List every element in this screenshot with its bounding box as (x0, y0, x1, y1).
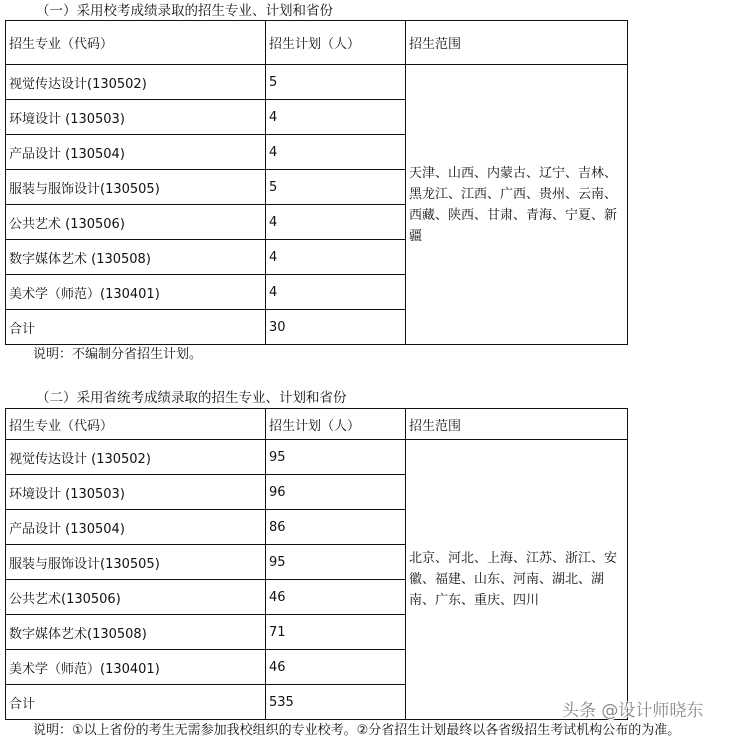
major-cell: 数字媒体艺术(130508) (6, 615, 266, 650)
header-plan: 招生计划（人） (266, 409, 406, 440)
major-cell: 公共艺术(130506) (6, 580, 266, 615)
major-cell: 公共艺术 (130506) (6, 205, 266, 240)
plan-cell: 4 (266, 100, 406, 135)
plan-cell: 4 (266, 205, 406, 240)
header-major: 招生专业（代码） (6, 409, 266, 440)
scope-cell: 天津、山西、内蒙古、辽宁、吉林、黑龙江、江西、广西、贵州、云南、西藏、陕西、甘肃、青海、宁夏、新疆 (406, 65, 628, 345)
plan-cell: 46 (266, 580, 406, 615)
major-cell: 服装与服饰设计(130505) (6, 545, 266, 580)
table-row (6, 65, 628, 100)
table-row (6, 440, 628, 475)
plan-cell: 5 (266, 65, 406, 100)
enrollment-table-school-exam (5, 20, 628, 345)
plan-cell: 5 (266, 170, 406, 205)
major-cell: 美术学（师范）(130401) (6, 650, 266, 685)
plan-cell: 95 (266, 440, 406, 475)
plan-cell: 4 (266, 135, 406, 170)
plan-cell: 46 (266, 650, 406, 685)
enrollment-table-provincial-exam (5, 408, 628, 720)
watermark: 头条 @设计师晓东 (562, 701, 704, 721)
plan-cell: 96 (266, 475, 406, 510)
header-scope: 招生范围 (406, 21, 628, 65)
plan-cell: 86 (266, 510, 406, 545)
plan-cell: 95 (266, 545, 406, 580)
total-plan: 535 (266, 685, 406, 720)
section1-note: 说明：不编制分省招生计划。 (33, 347, 203, 362)
section2-title: （二）采用省统考成绩录取的招生专业、计划和省份 (36, 390, 347, 406)
major-cell: 环境设计 (130503) (6, 475, 266, 510)
plan-cell: 71 (266, 615, 406, 650)
header-plan: 招生计划（人） (266, 21, 406, 65)
total-label: 合计 (6, 685, 266, 720)
major-cell: 服装与服饰设计(130505) (6, 170, 266, 205)
header-scope: 招生范围 (406, 409, 628, 440)
table-header-row (6, 409, 628, 440)
total-plan: 30 (266, 310, 406, 345)
major-cell: 视觉传达设计(130502) (6, 65, 266, 100)
plan-cell: 4 (266, 240, 406, 275)
section2-note: 说明：①以上省份的考生无需参加我校组织的专业校考。②分省招生计划最终以各省级招生考试机构公布的为准。 (33, 723, 681, 738)
major-cell: 产品设计 (130504) (6, 135, 266, 170)
major-cell: 产品设计 (130504) (6, 510, 266, 545)
header-major: 招生专业（代码） (6, 21, 266, 65)
major-cell: 数字媒体艺术 (130508) (6, 240, 266, 275)
major-cell: 美术学（师范）(130401) (6, 275, 266, 310)
table-header-row (6, 21, 628, 65)
section1-title: （一）采用校考成绩录取的招生专业、计划和省份 (36, 3, 333, 19)
major-cell: 视觉传达设计 (130502) (6, 440, 266, 475)
scope-cell: 北京、河北、上海、江苏、浙江、安徽、福建、山东、河南、湖北、湖南、广东、重庆、四川 (406, 440, 628, 720)
major-cell: 环境设计 (130503) (6, 100, 266, 135)
total-label: 合计 (6, 310, 266, 345)
plan-cell: 4 (266, 275, 406, 310)
